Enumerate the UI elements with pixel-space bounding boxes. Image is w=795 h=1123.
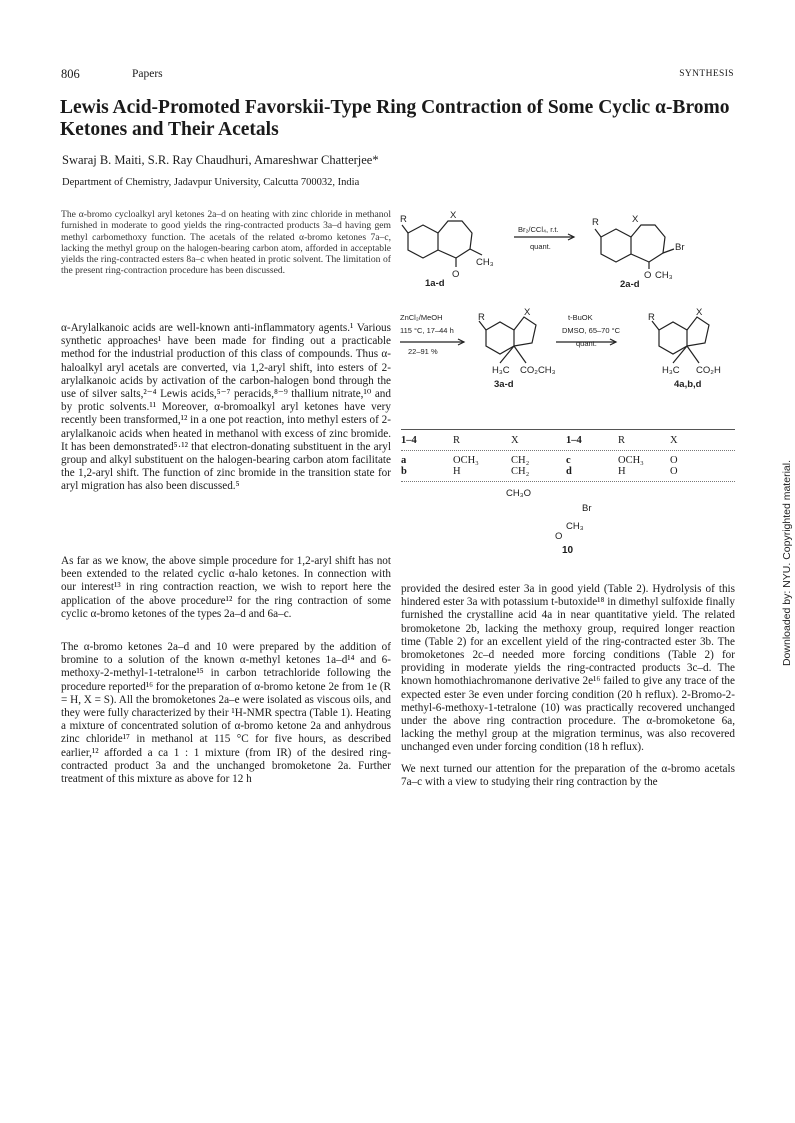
table-header-cell: 1–4 (401, 435, 417, 446)
compound-label: 1a-d (425, 278, 445, 289)
table-header-cell: R (453, 435, 461, 446)
compound-label: 2a-d (620, 279, 640, 290)
scheme-label: R (478, 312, 485, 323)
download-notice: Downloaded by: NYU. Copyrighted material. (781, 460, 793, 667)
benzene-ring-4 (659, 322, 687, 354)
authors: Swaraj B. Maiti, S.R. Ray Chaudhuri, Amareshwar Chatterjee* (62, 153, 379, 167)
table-cell: c (566, 455, 571, 466)
benzene-ring-2 (601, 229, 631, 262)
table-header-cell: 1–4 (566, 435, 582, 446)
scheme-label: H₃C (662, 365, 680, 376)
scheme-label: H₃C (492, 365, 510, 376)
table-cell: H (453, 466, 461, 477)
table-cell: O (670, 455, 678, 466)
paragraph: We next turned our attention for the preparation of the α-bromo acetals 7a–c with a view to studying their ring contraction by the (401, 763, 735, 789)
compound-10-methoxy: CH₃O (506, 488, 531, 499)
scheme-label: R (400, 214, 407, 225)
abstract: The α-bromo cycloalkyl aryl ketones 2a–d on heating with zinc chloride in methanol furnished in moderate to good yields the ring-contracted products 3a–d having gem methyl carbomethoxy function. The acetals of the related α-bromo ketones 7a–c, lacking the methyl group on the halogen-bearing carbon atom, afforded in acceptable yields the ring-contracted esters 8a–c when heated in protic solvent. The limitation of the present ring-contraction procedure has been discussed. (61, 209, 391, 277)
scheme-label: O (452, 269, 460, 280)
table-cell: OCH₃ (453, 455, 479, 466)
section-label: Papers (132, 68, 163, 80)
benzene-ring-3 (486, 322, 514, 354)
table-cell: H (618, 466, 626, 477)
paragraph: α-Arylalkanoic acids are well-known anti-inflammatory agents.¹ Various synthetic approaches¹ have been made for finding out a practicable method for the industrial production of this class of compounds. Thus α-haloalkyl aryl acetals are converted, via 1,2-aryl shift, into esters of 2-arylalkanoic acids by activation of the carbon-halogen bond through the use of silver salts,²⁻⁴ Lewis acids,⁵⁻⁷ peracids,⁸⁻⁹ thallium nitrate,¹⁰ and by protic solvents.¹¹ Moreover, α-bromoalkyl aryl ketones have very recently been transformed,¹² in a one pot reaction, into methyl esters of 2-arylalkanoic acids when heated in methanol with excess of zinc bromide. It has been demonstrated⁵·¹² that electron-donating substituent in the aryl group and alkyl substituent on the halogen-bearing carbon atom facilitate the 1,2-aryl shift. The function of zinc bromide in the transition state for aryl migration has also been discussed.⁵ (61, 322, 391, 493)
yield-label: 22–91 % (408, 347, 438, 356)
column-left (61, 322, 391, 961)
table-header-cell: X (670, 435, 678, 446)
compound-10-br: Br (582, 503, 592, 514)
column-right (401, 583, 735, 798)
scheme-label: CH₃ (655, 270, 673, 281)
yield-label: quant. (576, 339, 597, 348)
ring-1 (438, 221, 472, 258)
scheme-label: X (632, 214, 639, 225)
affiliation: Department of Chemistry, Jadavpur University, Calcutta 700032, India (62, 177, 360, 188)
scheme-label: CO₂CH₃ (520, 365, 556, 376)
scheme-label: X (696, 307, 703, 318)
scheme-label: CO₂H (696, 365, 721, 376)
table-cell: CH₂ (511, 466, 530, 477)
page-number: 806 (61, 67, 80, 81)
scheme-label: Br (675, 242, 685, 253)
scheme-label: R (592, 217, 599, 228)
yield-label: quant. (530, 242, 551, 251)
reaction-scheme (396, 205, 741, 415)
benzene-ring-1 (408, 225, 438, 258)
table-row (401, 466, 735, 477)
compound-10-o: O (555, 531, 563, 542)
compound-10-label: 10 (562, 545, 574, 556)
table-header-cell: X (511, 435, 519, 446)
scheme-label: R (648, 312, 655, 323)
compound-10-ch3: CH₃ (566, 521, 584, 532)
scheme-label: X (524, 307, 531, 318)
table-cell: O (670, 466, 678, 477)
scheme-label: CH₃ (476, 257, 494, 268)
reagent-label: Br₂/CCl₄, r.t. (518, 225, 559, 234)
paper-title: Lewis Acid-Promoted Favorskii-Type Ring Contraction of Some Cyclic α-Bromo Ketones and Their Acetals (60, 97, 730, 140)
table-cell: CH₂ (511, 455, 530, 466)
substituent-table (401, 429, 735, 482)
condition-label: DMSO, 65–70 °C (562, 326, 621, 335)
table-cell: d (566, 466, 572, 477)
compound-label: 4a,b,d (674, 379, 702, 390)
condition-label: 115 °C, 17–44 h (400, 326, 454, 335)
scheme-label: X (450, 210, 457, 221)
paragraph: provided the desired ester 3a in good yield (Table 2). Hydrolysis of this hindered ester 3a with potassium t-butoxide¹⁸ in dimethyl sulfoxide finally furnished the crystalline acid 4a in near quantitative yield. The related bromoketone 2b, lacking the methoxy group, required longer reaction time (Table 2) for an excellent yield of the ring-contracted ester 3b. The bromoketones 2c–d needed more forcing conditions (Table 2) for providing in moderate yields the ring-contracted products 3c–d. The known homothiachromanone derivative 2e¹⁶ failed to give any trace of the expected ester 3e even under forcing condition (20 h reflux). 2-Bromo-2-methyl-6-methoxy-1-tetralone (10) was practically recovered unchanged under the above ring contraction procedure. The α-bromoketone 6a, lacking the methyl group at the migration terminus, was also recovered unchanged even under forcing condition (18 h reflux). (401, 583, 735, 754)
scheme-label: O (644, 270, 652, 281)
compound-label: 3a-d (494, 379, 514, 390)
table-cell: b (401, 466, 407, 477)
journal-name: SYNTHESIS (679, 69, 734, 79)
reagent-label: ZnCl₂/MeOH (400, 313, 443, 322)
paragraph: As far as we know, the above simple procedure for 1,2-aryl shift has not been extended to the related cyclic α-halo ketones. In connection with our interest¹³ in ring contraction reaction, we wish to report here the application of the above procedure¹² for the ring contraction of some cyclic α-bromo ketones of the types 2a–d and 6a–c. (61, 555, 391, 620)
reagent-label: t-BuOK (568, 313, 593, 322)
table-header (401, 435, 735, 446)
table-cell: a (401, 455, 407, 466)
table-cell: OCH₃ (618, 455, 644, 466)
table-header-cell: R (618, 435, 626, 446)
ring-2 (631, 225, 665, 262)
table-row (401, 455, 735, 466)
paragraph: The α-bromo ketones 2a–d and 10 were prepared by the addition of bromine to a solution of the known α-methyl ketones 1a–d¹⁴ and 6-methoxy-2-methyl-1-tetralone¹⁵ in carbon tetrachloride following the procedure reported¹⁶ for the preparation of α-bromo ketone 2e from 1e (R = H, X = S). All the bromoketones 2a–e were isolated as viscous oils, and they were fully characterized by their ¹H-NMR spectra (Table 1). Heating a mixture of concentrated solution of α-bromo ketone 2a and anhydrous zinc chloride¹⁷ in methanol at 115 °C for five hours, as described earlier,¹² afforded a ca 1 : 1 mixture (from IR) of the desired ring-contracted product 3a and the unchanged bromoketone 2a. Further treatment of this mixture as above for 12 h (61, 641, 391, 786)
